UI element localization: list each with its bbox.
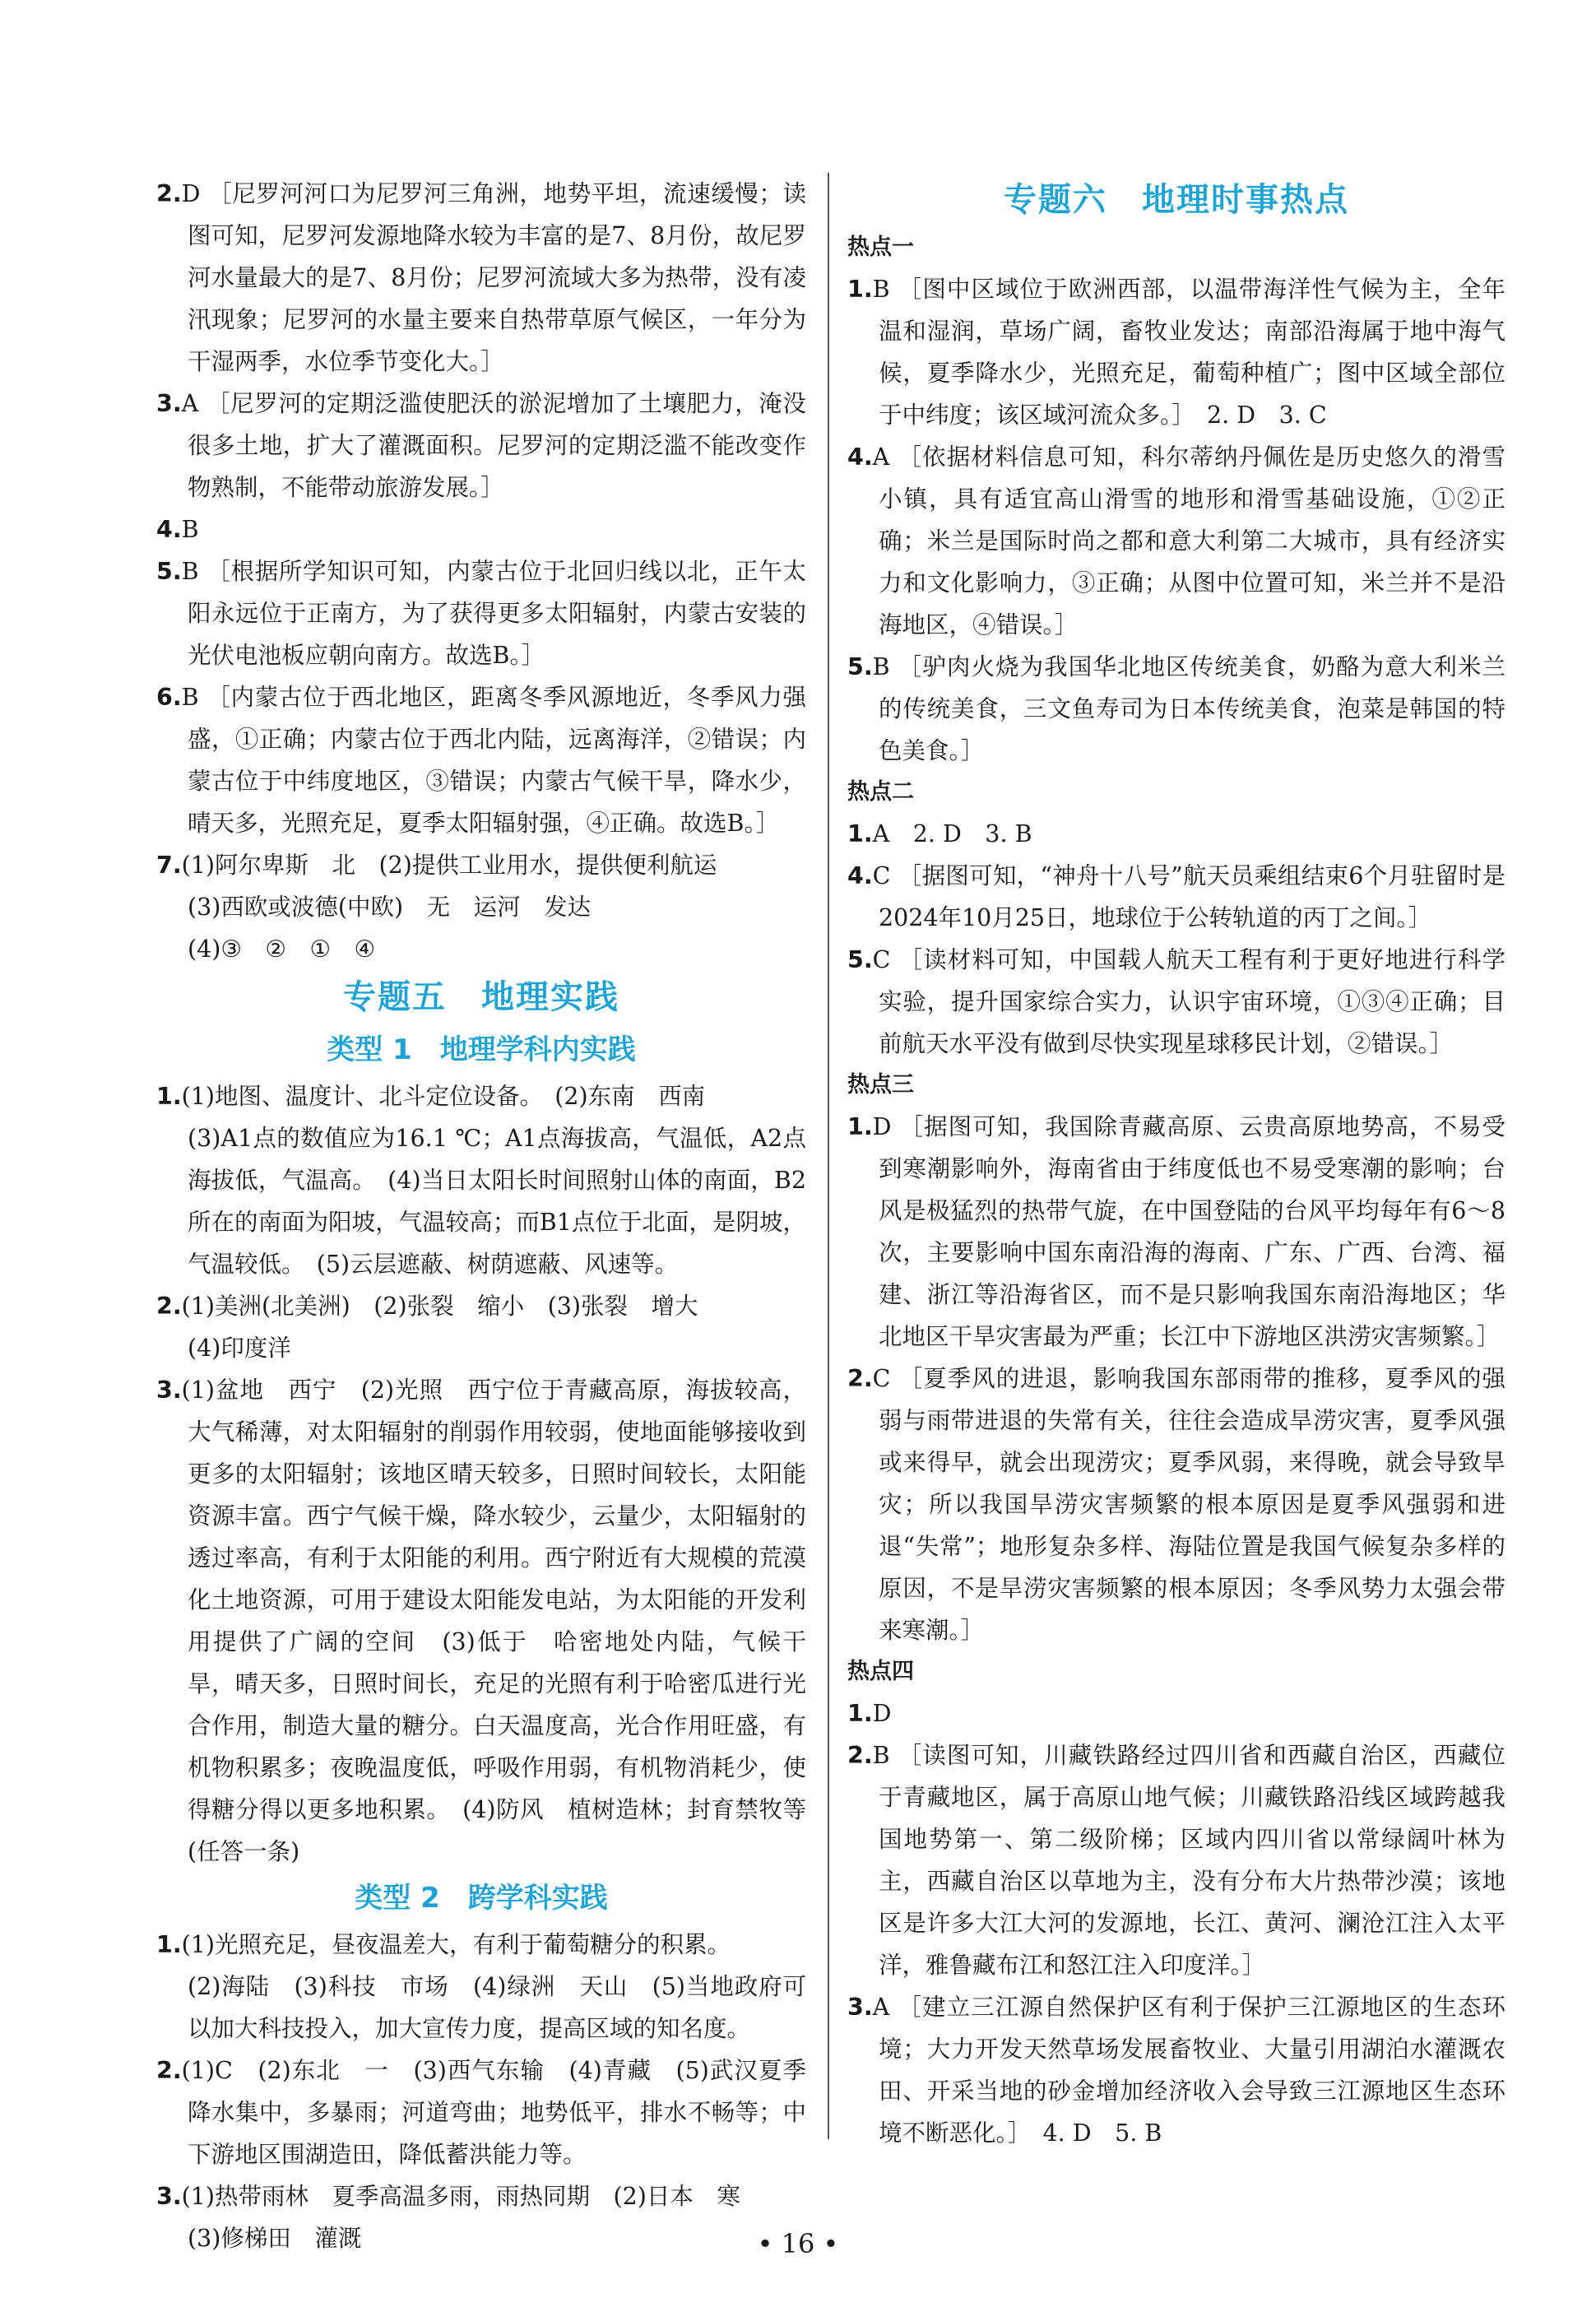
type1-answer-1: 1.(1)地图、温度计、北斗定位设备。 (2)东南 西南 [156, 1083, 706, 1110]
type-1-title: 类型 1 地理学科内实践 [327, 1033, 636, 1066]
hot1-answer-5: 5.B ［驴肉火烧为我国华北地区传统美食，奶酪为意大利米兰的传统美食，三文鱼寿司为日本传统美食，泡菜是韩国的特色美食。］ [847, 653, 1506, 764]
type2-answer-1-line: (2)海陆 (3)科技 市场 (4)绿洲 天山 (5)当地政府可以加大科技投入，加大宣传力度，提高区域的知名度。 [188, 1973, 806, 2042]
answer-2: 2.D ［尼罗河河口为尼罗河三角洲，地势平坦，流速缓慢；读图可知，尼罗河发源地降水较为丰富的是7、8月份，故尼罗河水量最大的是7、8月份；尼罗河流域大多为热带，没有凌汛现象；尼罗河的水量主要来自热带草原气候区，一年分为干湿两季，水位季节变化大。］ [156, 180, 806, 375]
page-number: • 16 • [757, 2228, 839, 2259]
right-column [847, 173, 1506, 2154]
answer-5: 5.B ［根据所学知识可知，内蒙古位于北回归线以北，正午太阳永远位于正南方，为了获得更多太阳辐射，内蒙古安装的光伏电池板应朝向南方。故选B。］ [156, 558, 806, 669]
type1-answer-2-line: (4)印度洋 [188, 1335, 291, 1362]
hot-topic-4-heading: 热点四 [847, 1659, 914, 1684]
answer-7-line: (3)西欧或波德(中欧) 无 运河 发达 [188, 894, 592, 921]
type2-answer-3-line: (3)修梯田 灌溉 [188, 2225, 362, 2252]
answer-6: 6.B ［内蒙古位于西北地区，距离冬季风源地近，冬季风力强盛，①正确；内蒙古位于西北内陆，远离海洋，②错误；内蒙古位于中纬度地区，③错误；内蒙古气候干旱，降水少，晴天多，光照充足，夏季太阳辐射强，④正确。故选B。］ [156, 684, 806, 837]
section-title-6: 专题六 地理时事热点 [1004, 181, 1349, 219]
hot3-answer-1: 1.D ［据图可知，我国除青藏高原、云贵高原地势高，不易受到寒潮影响外，海南省由于纬度低也不易受寒潮的影响；台风是极猛烈的热带气旋，在中国登陆的台风平均每年有6～8次，主要影响中国东南沿海的海南、广东、广西、台湾、福建、浙江等沿海省区，而不是只影响我国东南沿海地区；华北地区干旱灾害最为严重；长江中下游地区洪涝灾害频繁。］ [847, 1113, 1506, 1350]
section-title-5: 专题五 地理实践 [343, 978, 619, 1016]
type-2-title: 类型 2 跨学科实践 [355, 1882, 608, 1915]
hot4-answer-1: 1.D [847, 1700, 892, 1727]
hot2-answer-5: 5.C ［读材料可知，中国载人航天工程有利于更好地进行科学实验，提升国家综合实力，认识宇宙环境，①③④正确；目前航天水平没有做到尽快实现星球移民计划，②错误。］ [847, 946, 1506, 1057]
answer-3: 3.A ［尼罗河的定期泛滥使肥沃的淤泥增加了土壤肥力，淹没很多土地，扩大了灌溉面积。尼罗河的定期泛滥不能改变作物熟制，不能带动旅游发展。］ [156, 390, 806, 501]
type1-answer-3: 3.(1)盆地 西宁 (2)光照 西宁位于青藏高原，海拔较高，大气稀薄，对太阳辐射的削弱作用较弱，使地面能够接收到更多的太阳辐射；该地区晴天较多，日照时间较长，太阳能资源丰富。西宁气候干燥，降水较少，云量少，太阳辐射的透过率高，有利于太阳能的利用。西宁附近有大规模的荒漠化土地资源，可用于建设太阳能发电站，为太阳能的开发利用提供了广阔的空间 (3)低于 哈密地处内陆，气候干旱，晴天多，日照时间长，充足的光照有利于哈密瓜进行光合作用，制造大量的糖分。白天温度高，光合作用旺盛，有机物积累多；夜晚温度低，呼吸作用弱，有机物消耗少，使得糖分得以更多地积累。 (4)防风 植树造林；封育禁牧等(任答一条) [156, 1377, 806, 1865]
left-column [156, 173, 806, 2259]
hot-topic-1-heading: 热点一 [847, 234, 914, 260]
answer-4: 4.B [156, 516, 199, 543]
hot4-answer-2: 2.B ［读图可知，川藏铁路经过四川省和西藏自治区，西藏位于青藏地区，属于高原山地气候；川藏铁路沿线区域跨越我国地势第一、第二级阶梯；区域内四川省以常绿阔叶林为主，西藏自治区以草地为主，没有分布大片热带沙漠；该地区是许多大江大河的发源地，长江、黄河、澜沧江注入太平洋，雅鲁藏布江和怒江注入印度洋。］ [847, 1742, 1506, 1979]
type2-answer-3: 3.(1)热带雨林 夏季高温多雨，雨热同期 (2)日本 寒 [156, 2183, 740, 2210]
answer-7-line: (4)③ ② ① ④ [188, 935, 376, 963]
hot4-answer-3: 3.A ［建立三江源自然保护区有利于保护三江源地区的生态环境；大力开发天然草场发展畜牧业、大量引用湖泊水灌溉农田、开采当地的砂金增加经济收入会导致三江源地区生态环境不断恶化。］ 4. D 5. B [847, 1994, 1506, 2147]
hot2-answer-1: 1.A 2. D 3. B [847, 820, 1032, 847]
answer-7: 7.(1)阿尔卑斯 北 (2)提供工业用水，提供便利航运 [156, 852, 717, 879]
type2-answer-2: 2.(1)C (2)东北 一 (3)西气东输 (4)青藏 (5)武汉夏季降水集中，多暴雨；河道弯曲；地势低平，排水不畅等；中下游地区围湖造田，降低蓄洪能力等。 [156, 2057, 806, 2168]
type1-answer-2: 2.(1)美洲(北美洲) (2)张裂 缩小 (3)张裂 增大 [156, 1293, 698, 1320]
hot3-answer-2: 2.C ［夏季风的进退，影响我国东部雨带的推移，夏季风的强弱与雨带进退的失常有关，往往会造成旱涝灾害，夏季风强或来得早，就会出现涝灾；夏季风弱，来得晚，就会导致旱灾；所以我国旱涝灾害频繁的根本原因是夏季风强弱和进退“失常”；地形复杂多样、海陆位置是我国气候复杂多样的原因，不是旱涝灾害频繁的根本原因；冬季风势力太强会带来寒潮。］ [847, 1365, 1506, 1644]
hot-topic-2-heading: 热点二 [847, 779, 914, 805]
hot2-answer-4: 4.C ［据图可知，“神舟十八号”航天员乘组结束6个月驻留时是2024年10月25日，地球位于公转轨道的丙丁之间。］ [847, 862, 1506, 931]
hot1-answer-1: 1.B ［图中区域位于欧洲西部，以温带海洋性气候为主，全年温和湿润，草场广阔，畜牧业发达；南部沿海属于地中海气候，夏季降水少，光照充足，葡萄种植广；图中区域全部位于中纬度；该区域河流众多。］ 2. D 3. C [847, 276, 1506, 429]
type1-answer-1-line: (3)A1点的数值应为16.1 ℃；A1点海拔高，气温低，A2点海拔低，气温高。 (4)当日太阳长时间照射山体的南面，B2所在的南面为阳坡，气温较高；而B1点位于北面，是阴坡，气温较低。 (5)云层遮蔽、树荫遮蔽、风速等。 [188, 1125, 806, 1278]
type2-answer-1: 1.(1)光照充足，昼夜温差大，有利于葡萄糖分的积累。 [156, 1931, 731, 1958]
hot1-answer-4: 4.A ［依据材料信息可知，科尔蒂纳丹佩佐是历史悠久的滑雪小镇，具有适宜高山滑雪的地形和滑雪基础设施，①②正确；米兰是国际时尚之都和意大利第二大城市，具有经济实力和文化影响力，③正确；从图中位置可知，米兰并不是沿海地区，④错误。］ [847, 443, 1506, 638]
column-divider [828, 173, 829, 2139]
hot-topic-3-heading: 热点三 [847, 1072, 914, 1098]
